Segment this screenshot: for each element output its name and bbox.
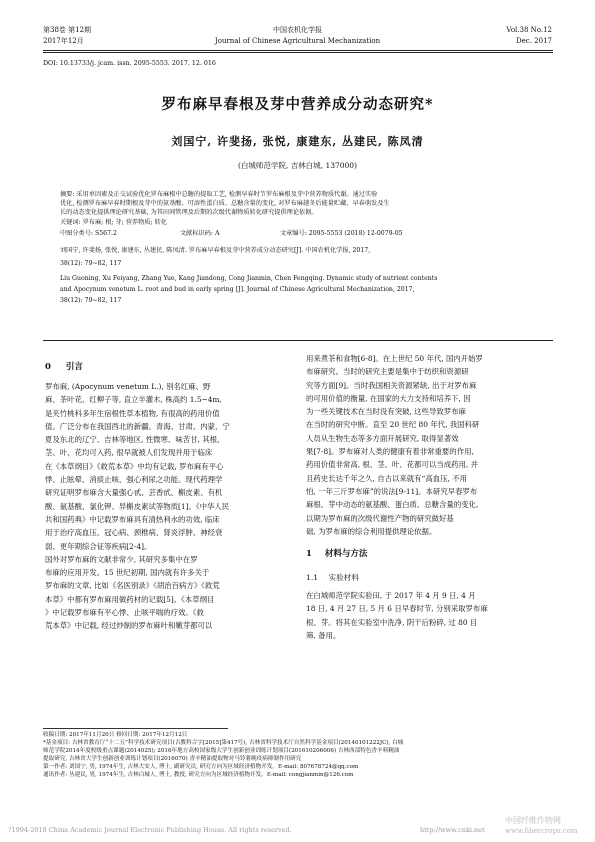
authors: 刘国宁, 许斐扬, 张悦, 康建东, 丛建民, 陈凤清 xyxy=(171,135,424,148)
abstract xyxy=(60,190,550,217)
header-journal-en: Journal of Chinese Agricultural Mechanization xyxy=(214,37,381,45)
citation-line: and Apocynum venetum L. root and bud in early spring [J]. Journal of Chinese Agricultural Mechanization, 2017, xyxy=(60,286,415,293)
affiliation: (白城师范学院, 吉林白城, 137000) xyxy=(237,161,358,170)
footnote-line: 通讯作者: 丛建民, 男, 1974年生, 吉林白城人, 博士, 教授, 研究方向为区域经济植物开发。E-mail: congjianmin@126.com xyxy=(43,772,354,778)
paragraph-line: 究等方面[9]。当时我国相关资源紧缺, 出于对罗布麻 xyxy=(306,380,477,390)
header-rule-thin xyxy=(43,52,553,53)
header-rule xyxy=(43,50,553,51)
paragraph-line: 为一些关键技术在当时没有突破, 这些导致罗布麻 xyxy=(306,407,466,417)
paragraph-line: 罗布麻, (Apocynum venetum L.), 别名红麻、野 xyxy=(45,382,211,391)
header-volume-cn: 第38卷 第12期 xyxy=(43,26,92,34)
footnotes xyxy=(43,731,555,779)
section-number: 0 xyxy=(45,362,51,372)
paragraph-line: 果[7-8]。罗布麻对人类的健康有着非常重要的作用, xyxy=(306,447,474,457)
paragraph-line: 是夹竹桃科多年生宿根性草本植物, 有很高的药用价值 xyxy=(45,408,220,418)
paragraph-line: 罗布麻的文章, 比如《名医别录》《胡治百病方》《救荒 xyxy=(45,581,220,591)
paragraph-line: 麻根、芽中动态的氨基酸、蛋白质、总糖含量的变化, xyxy=(306,500,479,510)
left-column-text xyxy=(45,380,295,633)
footnote-line: *基金项目: 吉林省教育厅“十二五”科学技术研究项目(吉教科合字[2015]第417号), 吉林省科学技术厅自然科学基金项目(20140101222JC), 白城 xyxy=(43,740,404,746)
footnote-line: 第一作者: 刘国宁, 男, 1974年生, 吉林大安人, 博士, 副研究员, 研究方向为区域经济植物开发。E-mail: 807678724@qq.com xyxy=(43,764,359,770)
header-volume-en: Vol.38 No.12 xyxy=(506,26,552,34)
paragraph-line: 酸、氨基酸、氯化钾、异槲皮素试等物质[1]。《中华人民 xyxy=(45,501,230,511)
citation-line: Liu Guoning, Xu Feiyang, Zhang Yue, Kang Jiandong, Cong Jianmin, Chen Fengqing. Dynamic study of nutrient contents xyxy=(60,275,438,282)
copyright-notice: ?1994-2018 China Academic Journal Electronic Publishing House. All rights reserved. xyxy=(8,826,292,834)
paragraph-line: 本草》中都有罗布麻用做药材的记载[5]。《本草纲目 xyxy=(45,594,215,604)
citation-cn xyxy=(60,246,550,268)
right-column-text xyxy=(306,352,556,538)
keywords: 关键词: 罗布麻; 根; 芽; 营养物质; 转化 xyxy=(60,219,167,226)
article-number: 文章编号: 2095-5553 (2018) 12-0079-05 xyxy=(280,230,403,237)
header-date-cn: 2017年12月 xyxy=(43,37,84,45)
section-number: 1 xyxy=(306,549,312,559)
paragraph-line: 》中记载罗布麻有平心悸、止咳平喘的疗效。《救 xyxy=(45,608,204,618)
paragraph-line: 荒本草》中记载, 经过炒制的罗布麻叶和嫩芽都可以 xyxy=(45,621,213,631)
paragraph-line: 麻、茶叶花、红柳子等, 直立半灌木, 株高约 1.5~4m, xyxy=(45,395,222,405)
paragraph-line: 药用价值非常高, 根、茎、叶、花都可以当成药用, 并 xyxy=(306,460,478,470)
paragraph-line: 布麻研究。当时的研究主要是集中于纺织和资源研 xyxy=(306,367,469,377)
paragraph-line: 18 日, 4 月 27 日, 5 月 6 日早春时节, 分别采取罗布麻 xyxy=(306,604,488,614)
footnote-rule xyxy=(43,728,228,729)
citation-line: 38(12): 79~82, 117 xyxy=(60,297,122,304)
citation-line: 38(12): 79~82, 117 xyxy=(60,260,122,267)
paragraph-line: 根、芽。将其在实验室中洗净, 阴干后粉碎, 过 80 目 xyxy=(306,617,478,627)
footnote-line: 师范学院2014年度校级重点课题(2014025); 2016年地方高校国家级大学生创新创业训练计划项目(201610206006) 吉林西部特色香辛料精油 xyxy=(43,748,400,754)
paragraph-line: 怕, 一年三斤罗布麻”的说法[9-11]。本研究早春罗布 xyxy=(306,486,478,496)
doi: DOI: 10.13733/j. jcam. issn. 2095-5553. 2017. 12. 016 xyxy=(43,60,216,67)
paragraph-line: 共和国药典》中记载罗布麻具有清热利水的功效, 临床 xyxy=(45,514,220,524)
paper-title: 罗布麻早春根及芽中营养成分动态研究* xyxy=(161,96,434,113)
section-title: 材料与方法 xyxy=(324,549,368,559)
citation-en xyxy=(60,273,550,306)
section-0-heading xyxy=(45,360,83,372)
cnki-url: http://www.cnki.net xyxy=(420,826,485,834)
logo-text: 中国纤维作物网 xyxy=(505,816,561,825)
footnote-line: 收稿日期: 2017年11月20日 修回日期: 2017年12月12日 xyxy=(43,732,188,738)
abstract-line: 优化, 检测罗布麻早春时期根及芽中的氨基酸、可溶性蛋白质、总糖含量的变化, 对罗布麻越冬后能量贮藏、早春萌发及生 xyxy=(60,200,390,207)
header-date-en: Dec. 2017 xyxy=(516,37,552,45)
paragraph-line: 的可用价值的衡量, 在国家的大力支持和培养下, 因 xyxy=(306,393,471,403)
footnote-line: 提取研究, 吉林省大学生创新创业训练计划项目(2016070) 香辛精油提取物对马铃薯晚疫病抑制作用研究 xyxy=(43,756,302,762)
paragraph-line: 且药史长达千年之久, 自古以来就有“高血压, 不用 xyxy=(306,473,467,483)
abstract-line: 长的动态变化提供理论研究基础, 为其田间管理及后期的次级代谢物质转化研究提供理论依据。 xyxy=(60,209,318,216)
paragraph-line: 布麻的应用开发。15 世纪初期, 国内就有许多关于 xyxy=(45,568,210,578)
header-journal-cn: 中国农机化学报 xyxy=(273,26,322,34)
paragraph-line: 筛, 备用。 xyxy=(306,630,341,640)
section-title: 引言 xyxy=(65,362,83,372)
paragraph-line: 在《本草纲目》《救荒本草》中均有记载, 罗布麻有平心 xyxy=(45,461,224,471)
paragraph-line: 悸、止眩晕、消痰止咳、强心利尿之功能。现代药理学 xyxy=(45,475,223,485)
paragraph-line: 人员从生物生态等多方面开展研究, 取得显著效 xyxy=(306,433,459,443)
paragraph-line: 用于治疗高血压、冠心病、颈椎病、肾炎浮肿、神经衰 xyxy=(45,528,223,538)
paragraph-line: 研究证明罗布麻含大量强心甙、芸香甙、槲皮素、有机 xyxy=(45,488,223,498)
paragraph-line: 以期为罗布麻的次级代谢性产物的研究做好基 xyxy=(306,513,454,523)
paragraph-line: 国外对罗布麻的文献非常少, 其研究多集中在罗 xyxy=(45,554,198,564)
paragraph-line: 用来煮茶和食物[6-8]。在上世纪 50 年代, 国内开始罗 xyxy=(306,354,483,363)
paragraph-line: 值。广泛分布在我国西北的新疆、青海、甘肃、内蒙、宁 xyxy=(45,421,230,431)
citation-line: 刘国宁, 许斐扬, 张悦, 康建东, 丛建民, 陈凤清. 罗布麻早春根及芽中营养成分动态研究[J]. 中国农机化学报, 2017, xyxy=(60,247,371,254)
logo-url: www.fibercrops.com xyxy=(505,827,578,835)
section-1-heading xyxy=(306,547,367,559)
clc-number: 中图分类号: S567.2 xyxy=(60,230,117,237)
paragraph-line: 弱、更年期综合征等疾病[2-4]。 xyxy=(45,541,152,551)
paragraph-line: 础, 为罗布麻的综合利用提供理论依据。 xyxy=(306,526,437,536)
paragraph-line: 夏及东北的辽宁、吉林等地区, 性微寒、味苦甘, 其根、 xyxy=(45,435,225,445)
section-number: 1.1 xyxy=(306,573,319,582)
paragraph-line: 在当时的研究中断。直至 20 世纪 80 年代, 我国科研 xyxy=(306,420,480,430)
section-1-1-heading xyxy=(306,572,359,583)
abstract-line: 摘要: 采用单因素及正交试验优化罗布麻根中总糖的提取工艺, 检测早春时节罗布麻根及芽中营养物质代谢。通过实验 xyxy=(60,191,378,198)
section-title: 实验材料 xyxy=(328,573,359,582)
abstract-divider xyxy=(43,340,553,341)
document-code: 文献标识码: A xyxy=(180,230,220,237)
paragraph-line: 茎、叶、花均可入药, 很早就被人们发现并用于临床 xyxy=(45,448,213,458)
right-column-materials xyxy=(306,589,556,642)
paragraph-line: 在白城师范学院实验田, 于 2017 年 4 月 9 日, 4 月 xyxy=(306,591,476,600)
